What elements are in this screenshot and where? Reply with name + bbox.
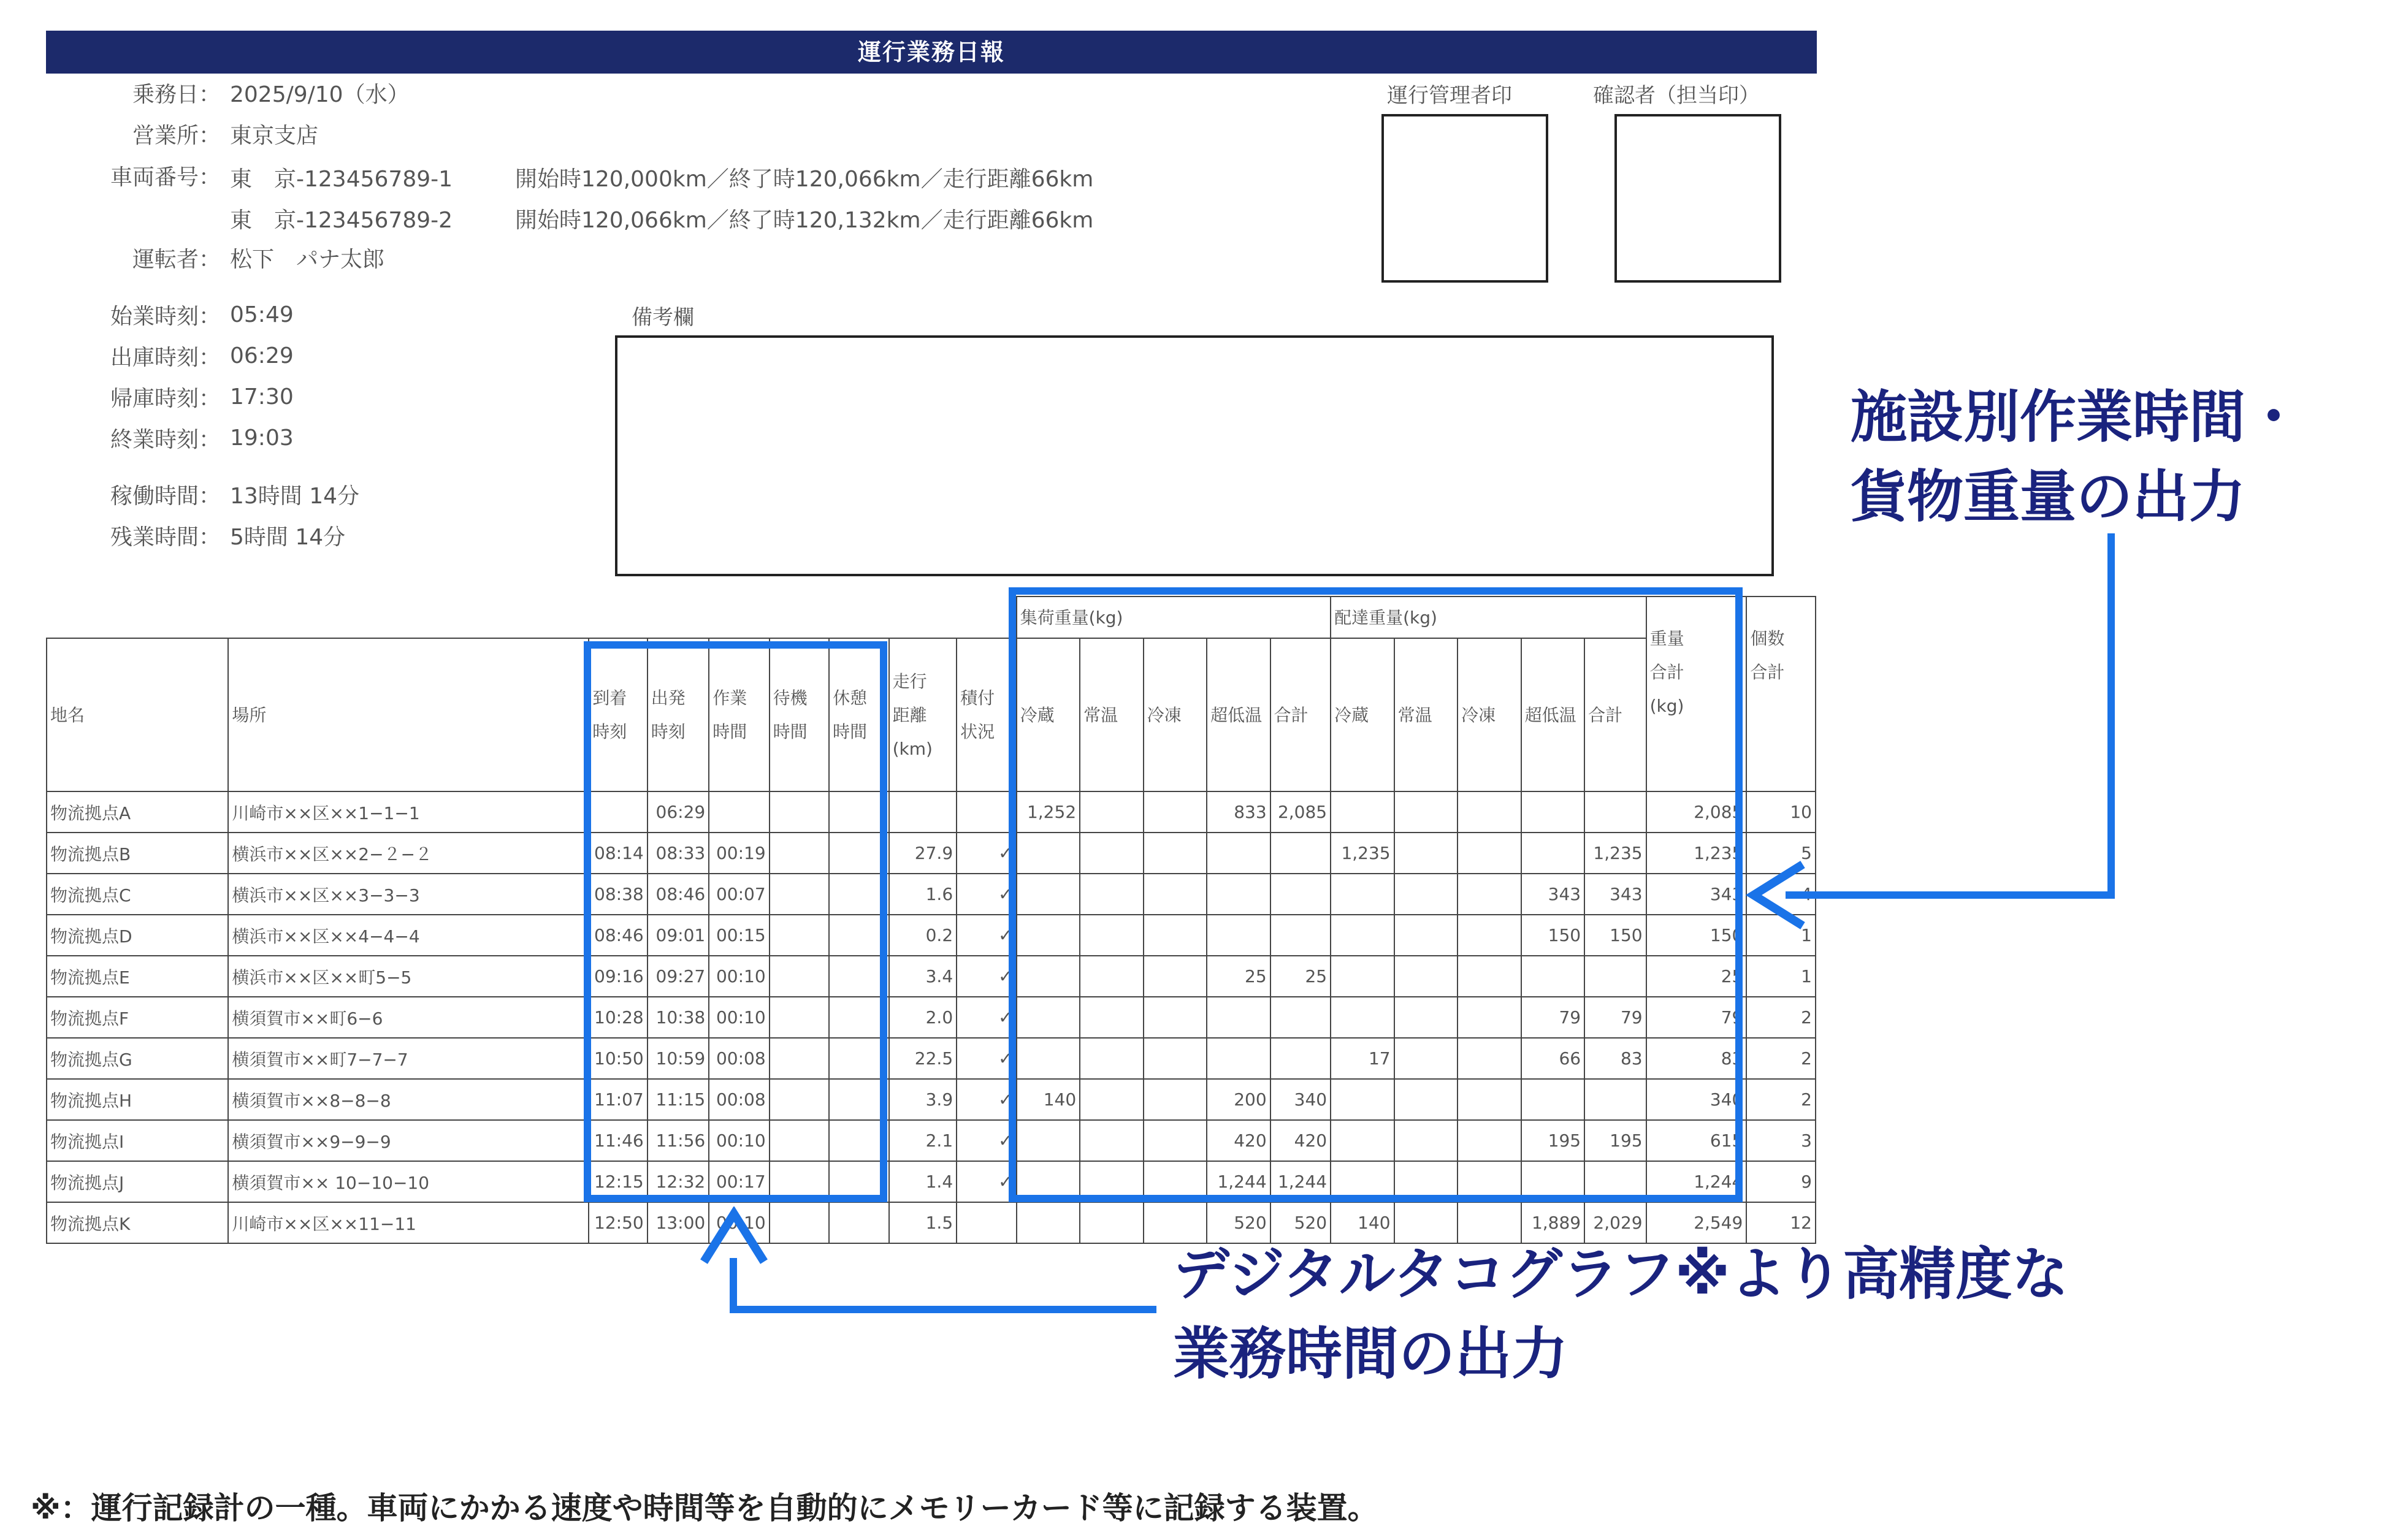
driver-label: 運転者： bbox=[132, 246, 221, 272]
vehicle-label: 車両番号： bbox=[110, 164, 221, 190]
delivery-ultralow-cell: 195 bbox=[1521, 1120, 1585, 1161]
pickup-ultralow-cell: 420 bbox=[1207, 1120, 1270, 1161]
weight-total-cell: 340 bbox=[1646, 1079, 1747, 1120]
departure-cell: 13:00 bbox=[648, 1202, 709, 1243]
delivery-subtotal-cell: 195 bbox=[1584, 1120, 1646, 1161]
working-hours-value: 13時間 14分 bbox=[230, 483, 360, 509]
vehicle-id-1: 東 京-123456789-1 bbox=[230, 167, 453, 192]
driver-value: 松下 パナ太郎 bbox=[230, 246, 385, 272]
distance-cell: 1.5 bbox=[889, 1202, 957, 1243]
work-time-header: 作業 時間 bbox=[709, 638, 769, 791]
place-name-header: 地名 bbox=[47, 638, 228, 791]
return-depot-label: 帰庫時刻： bbox=[110, 386, 221, 411]
arrival-cell: 09:16 bbox=[589, 956, 647, 997]
remarks-box bbox=[615, 335, 1774, 576]
departure-time-header: 出発 時刻 bbox=[648, 638, 709, 791]
pickup-weight-header: 集荷重量(kg) bbox=[1017, 597, 1331, 638]
remarks-label: 備考欄 bbox=[632, 305, 694, 330]
return-depot-value: 17:30 bbox=[230, 384, 294, 410]
place-name-cell: 物流拠点H bbox=[47, 1079, 228, 1120]
confirmer-stamp-box bbox=[1614, 114, 1781, 283]
weight-total-cell: 83 bbox=[1646, 1038, 1747, 1079]
place-name-cell: 物流拠点E bbox=[47, 956, 228, 997]
count-total-cell: 2 bbox=[1746, 997, 1816, 1038]
arrival-cell: 12:50 bbox=[589, 1202, 647, 1243]
count-total-cell: 2 bbox=[1746, 1038, 1816, 1079]
delivery-chilled-header: 冷蔵 bbox=[1331, 638, 1394, 791]
load-status-header: 積付 状況 bbox=[957, 638, 1017, 791]
arrival-cell: 10:28 bbox=[589, 997, 647, 1038]
end-work-label: 終業時刻： bbox=[110, 427, 221, 452]
departure-cell: 12:32 bbox=[648, 1161, 709, 1202]
pickup-ultralow-cell: 520 bbox=[1207, 1202, 1270, 1243]
delivery-subtotal-header: 合計 bbox=[1584, 638, 1646, 791]
load-status-cell: ✓ bbox=[957, 1038, 1017, 1079]
work-time-highlight bbox=[584, 641, 887, 1202]
pickup-subtotal-cell: 340 bbox=[1270, 1079, 1331, 1120]
count-total-cell: 3 bbox=[1746, 1120, 1816, 1161]
departure-cell: 06:29 bbox=[648, 791, 709, 833]
pickup-subtotal-cell: 420 bbox=[1270, 1120, 1331, 1161]
pickup-ultralow-header: 超低温 bbox=[1207, 638, 1270, 791]
vehicle-id-2: 東 京-123456789-2 bbox=[230, 208, 453, 233]
distance-header: 走行 距離 (km) bbox=[889, 638, 957, 791]
pickup-chilled-cell bbox=[1017, 1202, 1080, 1243]
departure-cell: 08:33 bbox=[648, 833, 709, 874]
pickup-ambient-header: 常温 bbox=[1080, 638, 1144, 791]
duty-date-label: 乗務日： bbox=[132, 82, 221, 107]
weight-callout: 施設別作業時間・ 貨物重量の出力 bbox=[1851, 384, 2302, 530]
count-total-cell: 12 bbox=[1746, 1202, 1816, 1243]
distance-cell: 22.5 bbox=[889, 1038, 957, 1079]
start-work-value: 05:49 bbox=[230, 302, 294, 327]
place-name-cell: 物流拠点B bbox=[47, 833, 228, 874]
count-total-cell: 9 bbox=[1746, 1161, 1816, 1202]
location-cell: 横須賀市××9−9−9 bbox=[228, 1120, 589, 1161]
pickup-ultralow-cell: 200 bbox=[1207, 1079, 1270, 1120]
location-cell: 川崎市××区××1−1−1 bbox=[228, 791, 589, 833]
delivery-chilled-cell: 140 bbox=[1331, 1202, 1394, 1243]
pickup-ambient-cell bbox=[1080, 1202, 1144, 1243]
pickup-chilled-cell: 140 bbox=[1017, 1079, 1080, 1120]
vehicle-odometer-1: 開始時120,000km／終了時120,066km／走行距離66km bbox=[515, 167, 1094, 192]
departure-cell: 10:38 bbox=[648, 997, 709, 1038]
weight-arrow-horizontal bbox=[1786, 891, 2115, 899]
pickup-subtotal-cell: 2,085 bbox=[1270, 791, 1331, 833]
load-status-cell: ✓ bbox=[957, 1161, 1017, 1202]
delivery-ultralow-cell: 79 bbox=[1521, 997, 1585, 1038]
distance-cell: 1.6 bbox=[889, 874, 957, 915]
work-time-cell: 00:17 bbox=[709, 1161, 769, 1202]
place-name-cell: 物流拠点J bbox=[47, 1161, 228, 1202]
departure-cell: 08:46 bbox=[648, 874, 709, 915]
pickup-ultralow-cell: 25 bbox=[1207, 956, 1270, 997]
count-total-cell: 2 bbox=[1746, 1079, 1816, 1120]
delivery-ultralow-cell: 343 bbox=[1521, 874, 1585, 915]
wait-time-cell bbox=[770, 1202, 829, 1243]
pickup-frozen-header: 冷凍 bbox=[1144, 638, 1207, 791]
location-cell: 横須賀市××町6−6 bbox=[228, 997, 589, 1038]
end-work-value: 19:03 bbox=[230, 425, 294, 451]
arrival-cell: 08:14 bbox=[589, 833, 647, 874]
overtime-hours-label: 残業時間： bbox=[110, 524, 221, 550]
confirmer-stamp-label: 確認者（担当印） bbox=[1593, 83, 1760, 108]
place-name-cell: 物流拠点K bbox=[47, 1202, 228, 1243]
count-total-cell: 1 bbox=[1746, 956, 1816, 997]
work-time-cell: 00:08 bbox=[709, 1079, 769, 1120]
weight-total-cell: 343 bbox=[1646, 874, 1747, 915]
distance-cell: 0.2 bbox=[889, 915, 957, 956]
arrival-cell: 10:50 bbox=[589, 1038, 647, 1079]
distance-cell: 3.4 bbox=[889, 956, 957, 997]
delivery-subtotal-cell: 1,235 bbox=[1584, 833, 1646, 874]
weight-highlight bbox=[1009, 587, 1743, 1202]
location-cell: 横浜市××区××3−3−3 bbox=[228, 874, 589, 915]
weight-total-cell: 2,085 bbox=[1646, 791, 1747, 833]
weight-total-cell: 1,244 bbox=[1646, 1161, 1747, 1202]
load-status-cell: ✓ bbox=[957, 1120, 1017, 1161]
report-title: 運行業務日報 bbox=[46, 31, 1817, 74]
pickup-chilled-header: 冷蔵 bbox=[1017, 638, 1080, 791]
time-arrowhead-icon bbox=[700, 1206, 768, 1268]
work-time-cell: 00:10 bbox=[709, 1120, 769, 1161]
working-hours-label: 稼働時間： bbox=[110, 483, 221, 509]
delivery-weight-header: 配達重量(kg) bbox=[1331, 597, 1646, 638]
pickup-ultralow-cell: 833 bbox=[1207, 791, 1270, 833]
depart-depot-value: 06:29 bbox=[230, 343, 294, 368]
delivery-ambient-header: 常温 bbox=[1394, 638, 1458, 791]
weight-total-cell: 150 bbox=[1646, 915, 1747, 956]
work-time-cell: 00:19 bbox=[709, 833, 769, 874]
place-name-cell: 物流拠点I bbox=[47, 1120, 228, 1161]
location-cell: 川崎市××区××11−11 bbox=[228, 1202, 589, 1243]
load-status-cell: ✓ bbox=[957, 1079, 1017, 1120]
delivery-chilled-cell: 1,235 bbox=[1331, 833, 1394, 874]
footnote: ※：運行記録計の一種。車両にかかる速度や時間等を自動的にメモリーカード等に記録する装置。 bbox=[31, 1490, 1378, 1526]
distance-cell: 27.9 bbox=[889, 833, 957, 874]
pickup-chilled-cell: 1,252 bbox=[1017, 791, 1080, 833]
load-status-cell: ✓ bbox=[957, 833, 1017, 874]
departure-cell: 10:59 bbox=[648, 1038, 709, 1079]
weight-arrowhead-icon bbox=[1741, 861, 1809, 929]
place-name-cell: 物流拠点C bbox=[47, 874, 228, 915]
delivery-subtotal-cell: 83 bbox=[1584, 1038, 1646, 1079]
weight-total-cell: 615 bbox=[1646, 1120, 1747, 1161]
pickup-ultralow-cell: 1,244 bbox=[1207, 1161, 1270, 1202]
delivery-subtotal-cell: 79 bbox=[1584, 997, 1646, 1038]
location-cell: 横須賀市×× 10−10−10 bbox=[228, 1161, 589, 1202]
time-arrow-horizontal bbox=[730, 1306, 1156, 1313]
arrival-cell: 12:15 bbox=[589, 1161, 647, 1202]
location-cell: 横須賀市××8−8−8 bbox=[228, 1079, 589, 1120]
arrival-cell: 08:46 bbox=[589, 915, 647, 956]
load-status-cell bbox=[957, 1202, 1017, 1243]
manager-stamp-label: 運行管理者印 bbox=[1387, 83, 1512, 108]
load-status-cell: ✓ bbox=[957, 874, 1017, 915]
weight-total-cell: 2,549 bbox=[1646, 1202, 1747, 1243]
delivery-subtotal-cell: 343 bbox=[1584, 874, 1646, 915]
wait-time-header: 待機 時間 bbox=[770, 638, 829, 791]
weight-total-header: 重量 合計 (kg) bbox=[1646, 597, 1747, 791]
weight-total-cell: 1,235 bbox=[1646, 833, 1747, 874]
start-work-label: 始業時刻： bbox=[110, 303, 221, 329]
office-value: 東京支店 bbox=[230, 123, 319, 148]
place-name-cell: 物流拠点A bbox=[47, 791, 228, 833]
delivery-chilled-cell: 17 bbox=[1331, 1038, 1394, 1079]
location-cell: 横浜市××区××町5−5 bbox=[228, 956, 589, 997]
delivery-ultralow-header: 超低温 bbox=[1521, 638, 1585, 791]
overtime-hours-value: 5時間 14分 bbox=[230, 524, 346, 550]
delivery-frozen-header: 冷凍 bbox=[1458, 638, 1521, 791]
distance-cell: 3.9 bbox=[889, 1079, 957, 1120]
departure-cell: 09:27 bbox=[648, 956, 709, 997]
count-total-cell: 1 bbox=[1746, 915, 1816, 956]
count-total-header: 個数 合計 bbox=[1746, 597, 1816, 791]
work-time-cell: 00:10 bbox=[709, 997, 769, 1038]
location-cell: 横浜市××区××4−4−4 bbox=[228, 915, 589, 956]
work-time-cell: 00:10 bbox=[709, 956, 769, 997]
distance-cell bbox=[889, 791, 957, 833]
arrival-time-header: 到着 時刻 bbox=[589, 638, 647, 791]
departure-cell: 11:56 bbox=[648, 1120, 709, 1161]
location-cell: 横須賀市××町7−7−7 bbox=[228, 1038, 589, 1079]
weight-total-cell: 79 bbox=[1646, 997, 1747, 1038]
weight-total-cell: 25 bbox=[1646, 956, 1747, 997]
weight-arrow-vertical bbox=[2107, 533, 2115, 899]
arrival-cell: 11:07 bbox=[589, 1079, 647, 1120]
count-total-cell: 10 bbox=[1746, 791, 1816, 833]
place-name-cell: 物流拠点G bbox=[47, 1038, 228, 1079]
delivery-ultralow-cell: 1,889 bbox=[1521, 1202, 1585, 1243]
delivery-ultralow-cell: 66 bbox=[1521, 1038, 1585, 1079]
arrival-cell: 11:46 bbox=[589, 1120, 647, 1161]
delivery-subtotal-cell: 150 bbox=[1584, 915, 1646, 956]
load-status-cell: ✓ bbox=[957, 997, 1017, 1038]
rest-time-cell bbox=[829, 1202, 888, 1243]
place-name-cell: 物流拠点F bbox=[47, 997, 228, 1038]
place-name-cell: 物流拠点D bbox=[47, 915, 228, 956]
work-time-cell: 00:10 bbox=[709, 1202, 769, 1243]
distance-cell: 2.1 bbox=[889, 1120, 957, 1161]
delivery-ultralow-cell: 150 bbox=[1521, 915, 1585, 956]
office-label: 営業所： bbox=[132, 123, 221, 148]
vehicle-odometer-2: 開始時120,066km／終了時120,132km／走行距離66km bbox=[515, 208, 1094, 233]
departure-cell: 09:01 bbox=[648, 915, 709, 956]
work-time-cell: 00:15 bbox=[709, 915, 769, 956]
pickup-subtotal-cell: 520 bbox=[1270, 1202, 1331, 1243]
location-header: 場所 bbox=[228, 638, 589, 791]
pickup-subtotal-cell: 1,244 bbox=[1270, 1161, 1331, 1202]
pickup-subtotal-cell: 25 bbox=[1270, 956, 1331, 997]
load-status-cell: ✓ bbox=[957, 956, 1017, 997]
departure-cell: 11:15 bbox=[648, 1079, 709, 1120]
load-status-cell bbox=[957, 791, 1017, 833]
load-status-cell: ✓ bbox=[957, 915, 1017, 956]
arrival-cell: 08:38 bbox=[589, 874, 647, 915]
count-total-cell: 5 bbox=[1746, 833, 1816, 874]
pickup-subtotal-header: 合計 bbox=[1270, 638, 1331, 791]
distance-cell: 1.4 bbox=[889, 1161, 957, 1202]
location-cell: 横浜市××区××2−２−２ bbox=[228, 833, 589, 874]
work-time-cell: 00:08 bbox=[709, 1038, 769, 1079]
work-time-cell: 00:07 bbox=[709, 874, 769, 915]
depart-depot-label: 出庫時刻： bbox=[110, 345, 221, 370]
rest-time-header: 休憩 時間 bbox=[829, 638, 888, 791]
manager-stamp-box bbox=[1381, 114, 1548, 283]
distance-cell: 2.0 bbox=[889, 997, 957, 1038]
time-callout: デジタルタコグラフ※より高精度な 業務時間の出力 bbox=[1173, 1241, 2069, 1387]
delivery-subtotal-cell: 2,029 bbox=[1584, 1202, 1646, 1243]
duty-date-value: 2025/9/10（水） bbox=[230, 82, 410, 107]
